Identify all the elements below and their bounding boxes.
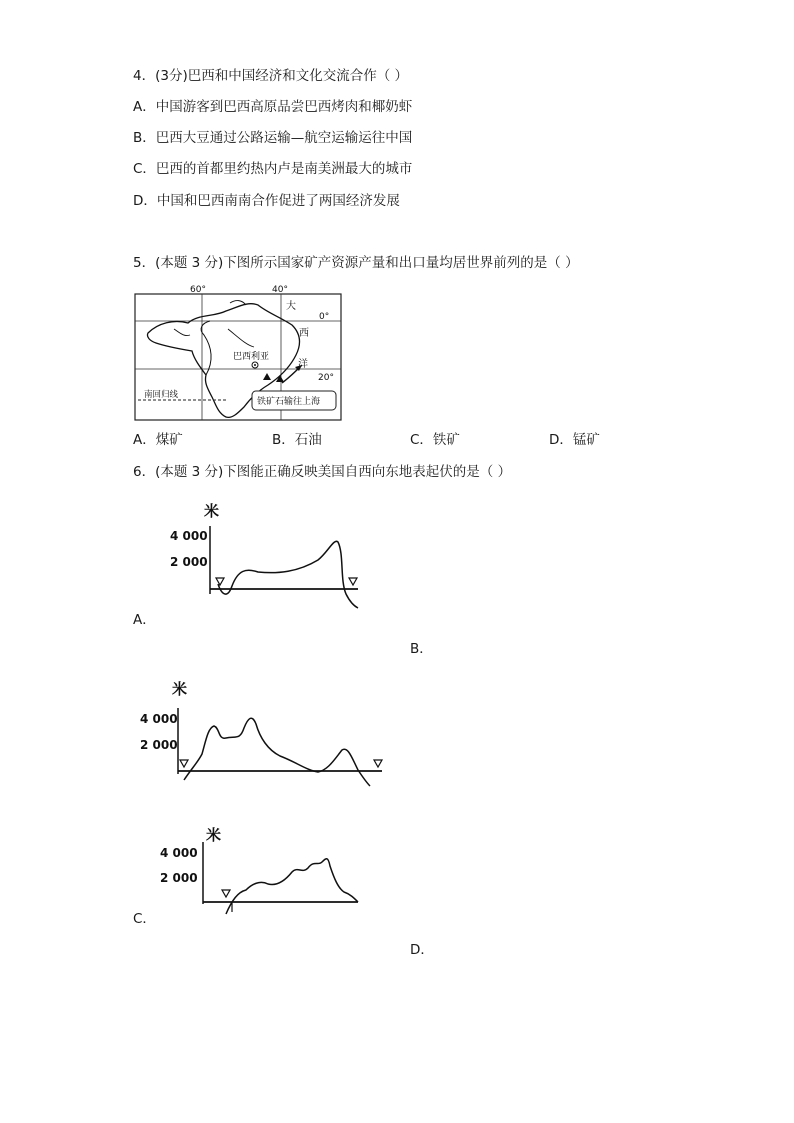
q6-option-d: D． <box>410 942 434 958</box>
q5-option-d: D．锰矿 <box>549 432 600 448</box>
q6-option-a: A． <box>133 612 156 628</box>
q5-option-c: C．铁矿 <box>410 432 460 448</box>
profile-c-tick-2000: 2 000 <box>160 871 198 885</box>
map-ocean-3: 洋 <box>298 359 308 370</box>
map-lat-20: 20° <box>318 373 334 383</box>
profile-a-tick-2000: 2 000 <box>170 555 208 569</box>
map-lon-60: 60° <box>190 285 206 295</box>
map-lon-40: 40° <box>272 285 288 295</box>
map-ocean-2: 西 <box>299 328 309 339</box>
map-tropic-label: 南回归线 <box>144 390 179 400</box>
q6-option-b: B． <box>410 641 433 657</box>
map-lat-0: 0° <box>319 312 330 322</box>
profile-c-tick-4000: 4 000 <box>160 846 198 860</box>
map-callout-label: 铁矿石输往上海 <box>257 397 321 407</box>
map-ocean-1: 大 <box>286 301 296 312</box>
profile-c <box>160 822 370 914</box>
profile-b-unit: 米 <box>172 680 188 698</box>
q5-option-b: B．石油 <box>272 432 322 448</box>
profile-b <box>140 676 390 788</box>
profile-b-tick-4000: 4 000 <box>140 712 178 726</box>
q6-option-c: C． <box>133 911 156 927</box>
profile-a-unit: 米 <box>204 502 220 520</box>
q4-option-c: C．巴西的首都里约热内卢是南美洲最大的城市 <box>133 161 413 177</box>
profile-b-tick-2000: 2 000 <box>140 738 178 752</box>
q5-stem: 5．(本题 3 分)下图所示国家矿产资源产量和出口量均居世界前列的是（ ） <box>133 255 579 271</box>
q4-option-a: A．中国游客到巴西高原品尝巴西烤肉和椰奶虾 <box>133 99 413 115</box>
map-capital-label: 巴西利亚 <box>233 352 270 362</box>
profile-c-unit: 米 <box>206 826 222 844</box>
profile-a <box>168 498 368 610</box>
q4-option-b: B．巴西大豆通过公路运输—航空运输运往中国 <box>133 130 413 146</box>
q4-option-d: D．中国和巴西南南合作促进了两国经济发展 <box>133 193 400 209</box>
brazil-map <box>134 281 344 423</box>
q5-option-a: A．煤矿 <box>133 432 183 448</box>
profile-a-tick-4000: 4 000 <box>170 529 208 543</box>
q6-stem: 6．(本题 3 分)下图能正确反映美国自西向东地表起伏的是（ ） <box>133 464 512 480</box>
q4-stem: 4．(3分)巴西和中国经济和文化交流合作（ ） <box>133 68 409 84</box>
